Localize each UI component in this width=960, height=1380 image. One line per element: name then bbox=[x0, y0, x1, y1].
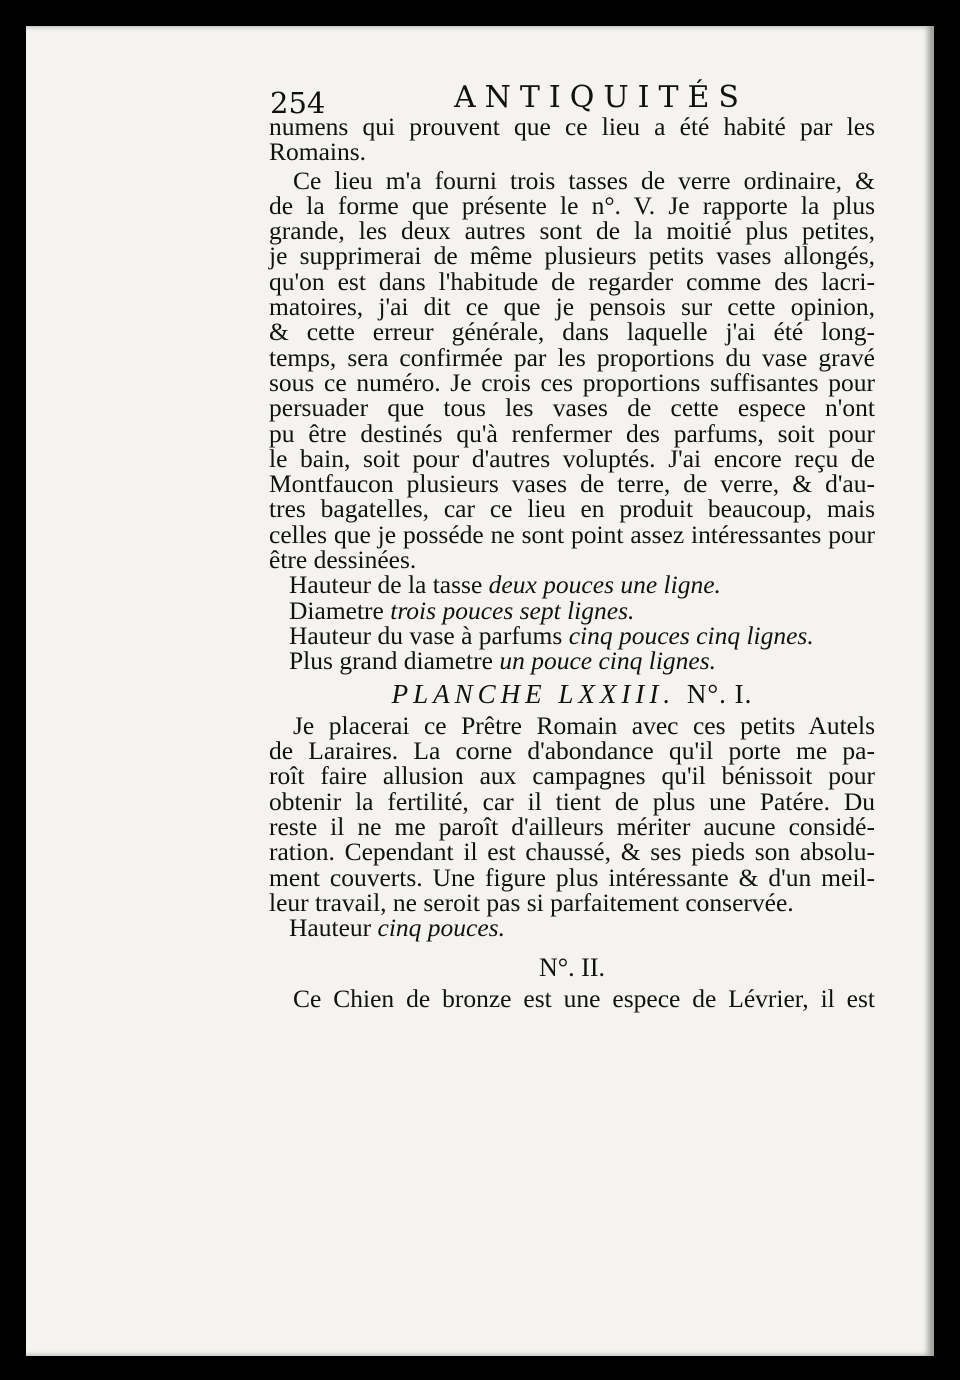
text-line: celles que je posséde ne sont point assez intéressantes pour bbox=[269, 519, 875, 549]
dimension-label: Hauteur de la tasse bbox=[289, 570, 483, 600]
dimension-value: trois pouces sept lignes. bbox=[390, 595, 635, 625]
dimension-line bbox=[269, 620, 875, 650]
text-line: leur travail, ne seroit pas si parfaitement conservée. bbox=[269, 887, 794, 917]
dimension-value: cinq pouces. bbox=[377, 913, 505, 943]
text-line: grande, les deux autres sont de la moitié plus petites, bbox=[269, 216, 875, 246]
text-line: être dessinées. bbox=[269, 545, 417, 575]
dimension-line bbox=[269, 646, 875, 676]
text-line: matoires, j'ai dit ce que je pensois sur cette opinion, bbox=[269, 292, 875, 322]
body-text bbox=[269, 114, 875, 1011]
text-line: de Laraires. La corne d'abondance qu'il porte me pa- bbox=[269, 736, 875, 766]
text-line: roît faire allusion aux campagnes qu'il bénissoit pour bbox=[269, 761, 875, 791]
dimension-line bbox=[269, 913, 875, 943]
page-number: 254 bbox=[270, 86, 326, 120]
paragraph-4 bbox=[269, 983, 875, 1013]
dimension-value: deux pouces une ligne. bbox=[488, 570, 721, 600]
dimension-line bbox=[269, 595, 875, 625]
text-line: pu être destinés qu'à renfermer des parfums, soit pour bbox=[269, 418, 875, 448]
planche-number: N°. I. bbox=[686, 678, 753, 709]
dimensions-list-1 bbox=[269, 570, 875, 676]
text-line: & cette erreur générale, dans laquelle j'ai été long- bbox=[269, 317, 875, 347]
text-line: je supprimerai de même plusieurs petits vases allongés, bbox=[269, 241, 875, 271]
text-line: temps, sera confirmée par les proportions du vase gravé bbox=[269, 342, 875, 372]
dimension-label: Hauteur du vase à parfums bbox=[289, 620, 563, 650]
section-heading-no-2: N°. II. bbox=[539, 952, 605, 982]
text-line: ration. Cependant il est chaussé, & ses pieds son absolu- bbox=[269, 837, 875, 867]
planche-heading bbox=[269, 678, 875, 709]
text-line: ment couverts. Une figure plus intéressante & d'un meil- bbox=[269, 862, 875, 892]
dimension-value: un pouce cinq lignes. bbox=[499, 646, 717, 676]
dimensions-list-2 bbox=[269, 913, 875, 943]
dimension-line bbox=[269, 570, 875, 600]
dimension-label: Diametre bbox=[289, 595, 384, 625]
text-line: Je placerai ce Prêtre Romain avec ces petits Autels bbox=[293, 710, 875, 740]
text-line: sous ce numéro. Je crois ces proportions suffisantes pour bbox=[269, 367, 875, 397]
text-line: Montfaucon plusieurs vases de terre, de verre, & d'au- bbox=[269, 469, 875, 499]
planche-title: PLANCHE LXXIII. bbox=[391, 678, 676, 709]
text-line: Ce Chien de bronze est une espece de Lévrier, il est bbox=[293, 983, 875, 1013]
dimension-value: cinq pouces cinq lignes. bbox=[568, 620, 814, 650]
text-line: obtenir la fertilité, car il tient de plus une Patére. Du bbox=[269, 786, 875, 816]
text-line: persuader que tous les vases de cette espece n'ont bbox=[269, 393, 875, 423]
text-line: le bain, soit pour d'autres voluptés. J'ai encore reçu de bbox=[269, 443, 875, 473]
text-line: de la forme que présente le n°. V. Je rapporte la plus bbox=[269, 190, 875, 220]
dimension-label: Hauteur bbox=[289, 913, 372, 943]
paragraph-2 bbox=[269, 165, 875, 575]
text-line: reste il ne me paroît d'ailleurs mériter aucune considé- bbox=[269, 812, 875, 842]
paragraph-3 bbox=[269, 710, 875, 917]
text-line: Romains. bbox=[269, 137, 367, 167]
paragraph-1 bbox=[269, 114, 875, 165]
text-line: Ce lieu m'a fourni trois tasses de verre ordinaire, & bbox=[293, 165, 875, 195]
text-line: tres bagatelles, car ce lieu en produit beaucoup, mais bbox=[269, 494, 875, 524]
dimension-label: Plus grand diametre bbox=[289, 646, 493, 676]
running-head: ANTIQUITÉS bbox=[454, 80, 748, 115]
text-line: numens qui prouvent que ce lieu a été habité par les bbox=[269, 112, 875, 141]
text-line: qu'on est dans l'habitude de regarder comme des lacri- bbox=[269, 266, 875, 296]
